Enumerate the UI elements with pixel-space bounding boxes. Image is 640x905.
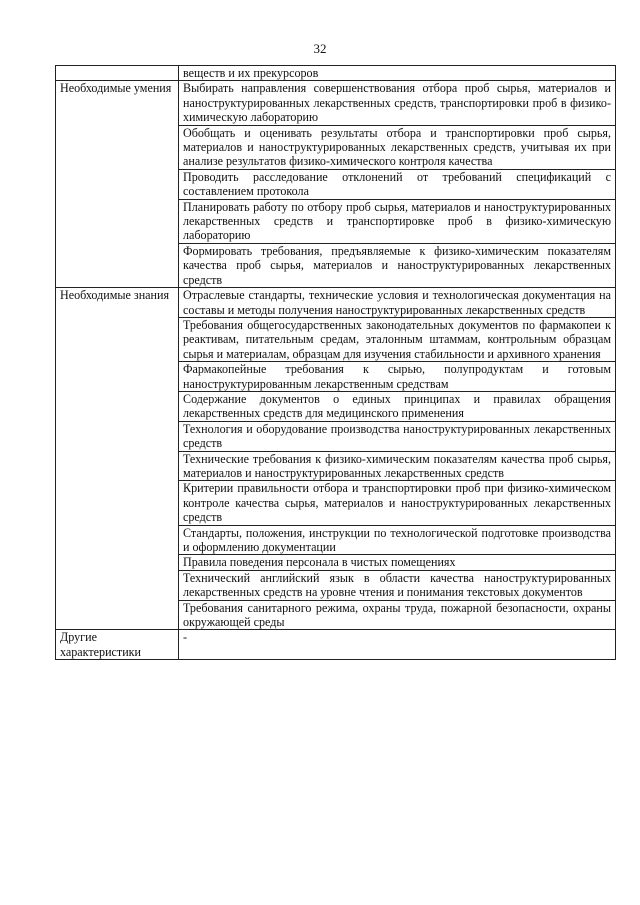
table-row: [56, 66, 616, 81]
section-label: Необходимые умения: [56, 81, 179, 288]
section-label: Другие характеристики: [56, 630, 179, 660]
section-label: [56, 66, 179, 81]
page-number: 32: [313, 41, 327, 56]
section-item: Технические требования к физико-химическим показателям качества проб сырья, материалов и наноструктурированных лекарственных средств: [179, 451, 616, 481]
section-item: Обобщать и оценивать результаты отбора и транспортировки проб сырья, материалов и наноструктурированных лекарственных средств, учитывая их при анализе результатов физико-химического контроля качества: [179, 125, 616, 169]
section-item: Формировать требования, предъявляемые к физико-химическим показателям качества проб сырья, материалов и наноструктурированных лекарственных средств: [179, 243, 616, 287]
section-label: Необходимые знания: [56, 288, 179, 630]
section-item: Стандарты, положения, инструкции по технологической подготовке производства и оформлению документации: [179, 525, 616, 555]
section-item: Критерии правильности отбора и транспортировки проб при физико-химическом контроле качества сырья, материалов и наноструктурированных лекарственных средств: [179, 481, 616, 525]
section-item: Требования общегосударственных законодательных документов по фармакопеи к реактивам, питательным средам, эталонным штаммам, контрольным образцам сырья и материалам, образцам для изучения стабильности и архивного хранения: [179, 317, 616, 361]
section-item: Отраслевые стандарты, технические условия и технологическая документация на составы и методы получения наноструктурированных лекарственных средств: [179, 288, 616, 318]
section-item: Технический английский язык в области качества наноструктурированных лекарственных средств на уровне чтения и понимания текстовых документов: [179, 570, 616, 600]
section-item: Технология и оборудование производства наноструктурированных лекарственных средств: [179, 421, 616, 451]
section-item: Проводить расследование отклонений от требований спецификаций с составлением протокола: [179, 169, 616, 199]
competency-table: [55, 65, 616, 660]
table-row: [56, 288, 616, 318]
section-item: Планировать работу по отбору проб сырья, материалов и наноструктурированных лекарственных средств и транспортировке проб в физико-химическую лабораторию: [179, 199, 616, 243]
section-item: Фармакопейные требования к сырью, полупродуктам и готовым наноструктурированным лекарственным средствам: [179, 362, 616, 392]
table-row: [56, 630, 616, 660]
section-item: Правила поведения персонала в чистых помещениях: [179, 555, 616, 570]
table-row: [56, 81, 616, 125]
section-item: веществ и их прекурсоров: [179, 66, 616, 81]
section-item: -: [179, 630, 616, 660]
section-item: Содержание документов о единых принципах и правилах обращения лекарственных средств для медицинского применения: [179, 391, 616, 421]
section-item: Требования санитарного режима, охраны труда, пожарной безопасности, охраны окружающей среды: [179, 600, 616, 630]
section-item: Выбирать направления совершенствования отбора проб сырья, материалов и наноструктурированных лекарственных средств, транспортировки проб в физико-химическую лабораторию: [179, 81, 616, 125]
